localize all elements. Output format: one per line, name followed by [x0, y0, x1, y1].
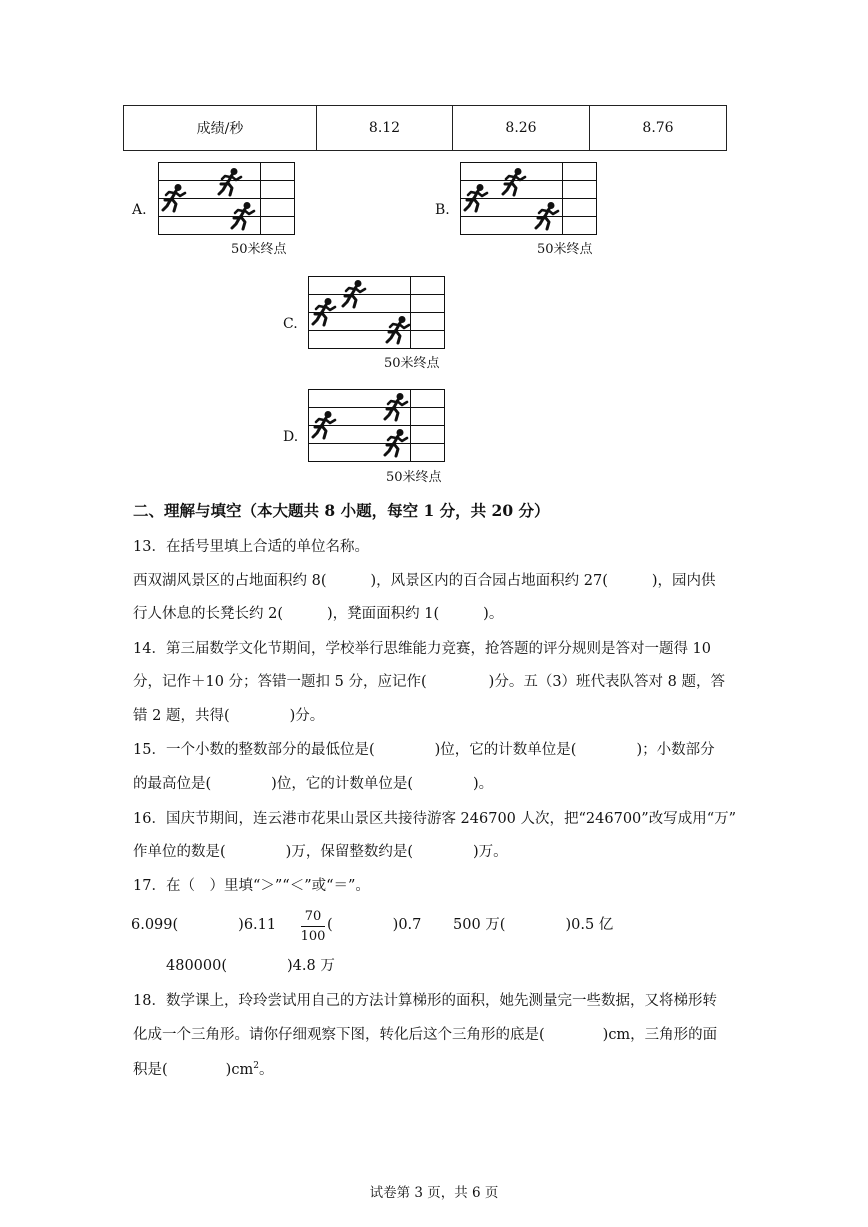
track-diagram-b [460, 162, 600, 236]
runner-icon [385, 393, 407, 420]
page-footer: 试卷第 3 页，共 6 页 [369, 1185, 499, 1201]
compare-item-4: 480000( )4.8 万 [166, 958, 335, 974]
fraction-denominator: 100 [300, 929, 326, 944]
runner-icon [387, 316, 409, 343]
table-header-cell: 成绩/秒 [124, 106, 317, 151]
question-14-line-2: 分，记作＋10 分；答错一题扣 5 分，应记作( )分。五（3）班代表队答对 8 题，答 [133, 674, 725, 690]
runner-icon [465, 184, 487, 211]
question-13-line-2: 行人休息的长凳长约 2( )，凳面面积约 1( )。 [133, 606, 504, 622]
option-d-track[interactable] [308, 389, 448, 463]
question-16-line-1: 16．国庆节期间，连云港市花果山景区共接待游客 246700 人次，把“246700”改写成用“万” [133, 811, 737, 827]
question-14-line-3: 错 2 题，共得( )分。 [133, 708, 325, 724]
question-13-line-1: 西双湖风景区的占地面积约 8( )，风景区内的百合园占地面积约 27( )，园内供 [133, 573, 716, 589]
question-15-line-1: 15．一个小数的整数部分的最低位是( )位，它的计数单位是( )；小数部分 [133, 742, 715, 758]
question-15-line-2: 的最高位是( )位，它的计数单位是( )。 [133, 776, 494, 792]
question-18-line-1: 18．数学课上，玲玲尝试用自己的方法计算梯形的面积，她先测量完一些数据，又将梯形转 [133, 993, 717, 1009]
table-cell: 8.26 [453, 106, 590, 151]
track-diagram-c [308, 276, 448, 350]
score-table [123, 105, 727, 151]
option-b-track[interactable] [460, 162, 600, 236]
question-17-stem: 17．在（ ）里填“＞”“＜”或“＝”。 [133, 878, 370, 894]
track-diagram-a [158, 162, 298, 236]
runner-icon [232, 202, 254, 229]
question-18-line-3: 积是( )$cm^2$。 [133, 1061, 274, 1078]
fraction [300, 910, 326, 943]
runner-icon [163, 184, 185, 211]
finish-line-caption-a: 50米终点 [231, 242, 287, 257]
option-a-track[interactable] [158, 162, 298, 236]
unit-superscript: 2 [253, 1061, 259, 1071]
table-cell: 8.12 [317, 106, 453, 151]
runner-icon [343, 280, 365, 307]
option-c-track[interactable] [308, 276, 448, 350]
option-d-label: D. [283, 429, 299, 445]
runner-icon [219, 168, 241, 195]
track-diagram-d [308, 389, 448, 463]
compare-item-1: 6.099( )6.11 [131, 917, 277, 933]
question-13-stem: 13．在括号里填上合适的单位名称。 [133, 539, 369, 555]
question-16-line-2: 作单位的数是( )万，保留整数约是( )万。 [133, 844, 508, 860]
option-b-label: B. [435, 202, 450, 218]
finish-line-caption-d: 50米终点 [386, 470, 442, 485]
option-a-label: A. [132, 202, 147, 218]
finish-line-caption-c: 50米终点 [384, 356, 440, 371]
table-cell: 8.76 [590, 106, 727, 151]
section-heading: 二、理解与填空（本大题共 8 小题，每空 1 分，共 20 分） [133, 501, 550, 520]
compare-item-2: ( )0.7 [327, 917, 422, 933]
question-14-line-1: 14．第三届数学文化节期间，学校举行思维能力竞赛，抢答题的评分规则是答对一题得 10 [133, 641, 712, 657]
compare-item-3: 500 万( )0.5 亿 [453, 917, 614, 933]
option-c-label: C. [283, 316, 298, 332]
table-row [124, 106, 727, 151]
question-18-line-2: 化成一个三角形。请你仔细观察下图，转化后这个三角形的底是( )cm，三角形的面 [133, 1027, 718, 1043]
runner-icon [536, 202, 558, 229]
runner-icon [385, 429, 407, 456]
runner-icon [313, 411, 335, 438]
fraction-numerator: 70 [304, 909, 322, 924]
finish-line-caption-b: 50米终点 [537, 242, 593, 257]
runner-icon [503, 168, 525, 195]
runner-icon [313, 298, 335, 325]
